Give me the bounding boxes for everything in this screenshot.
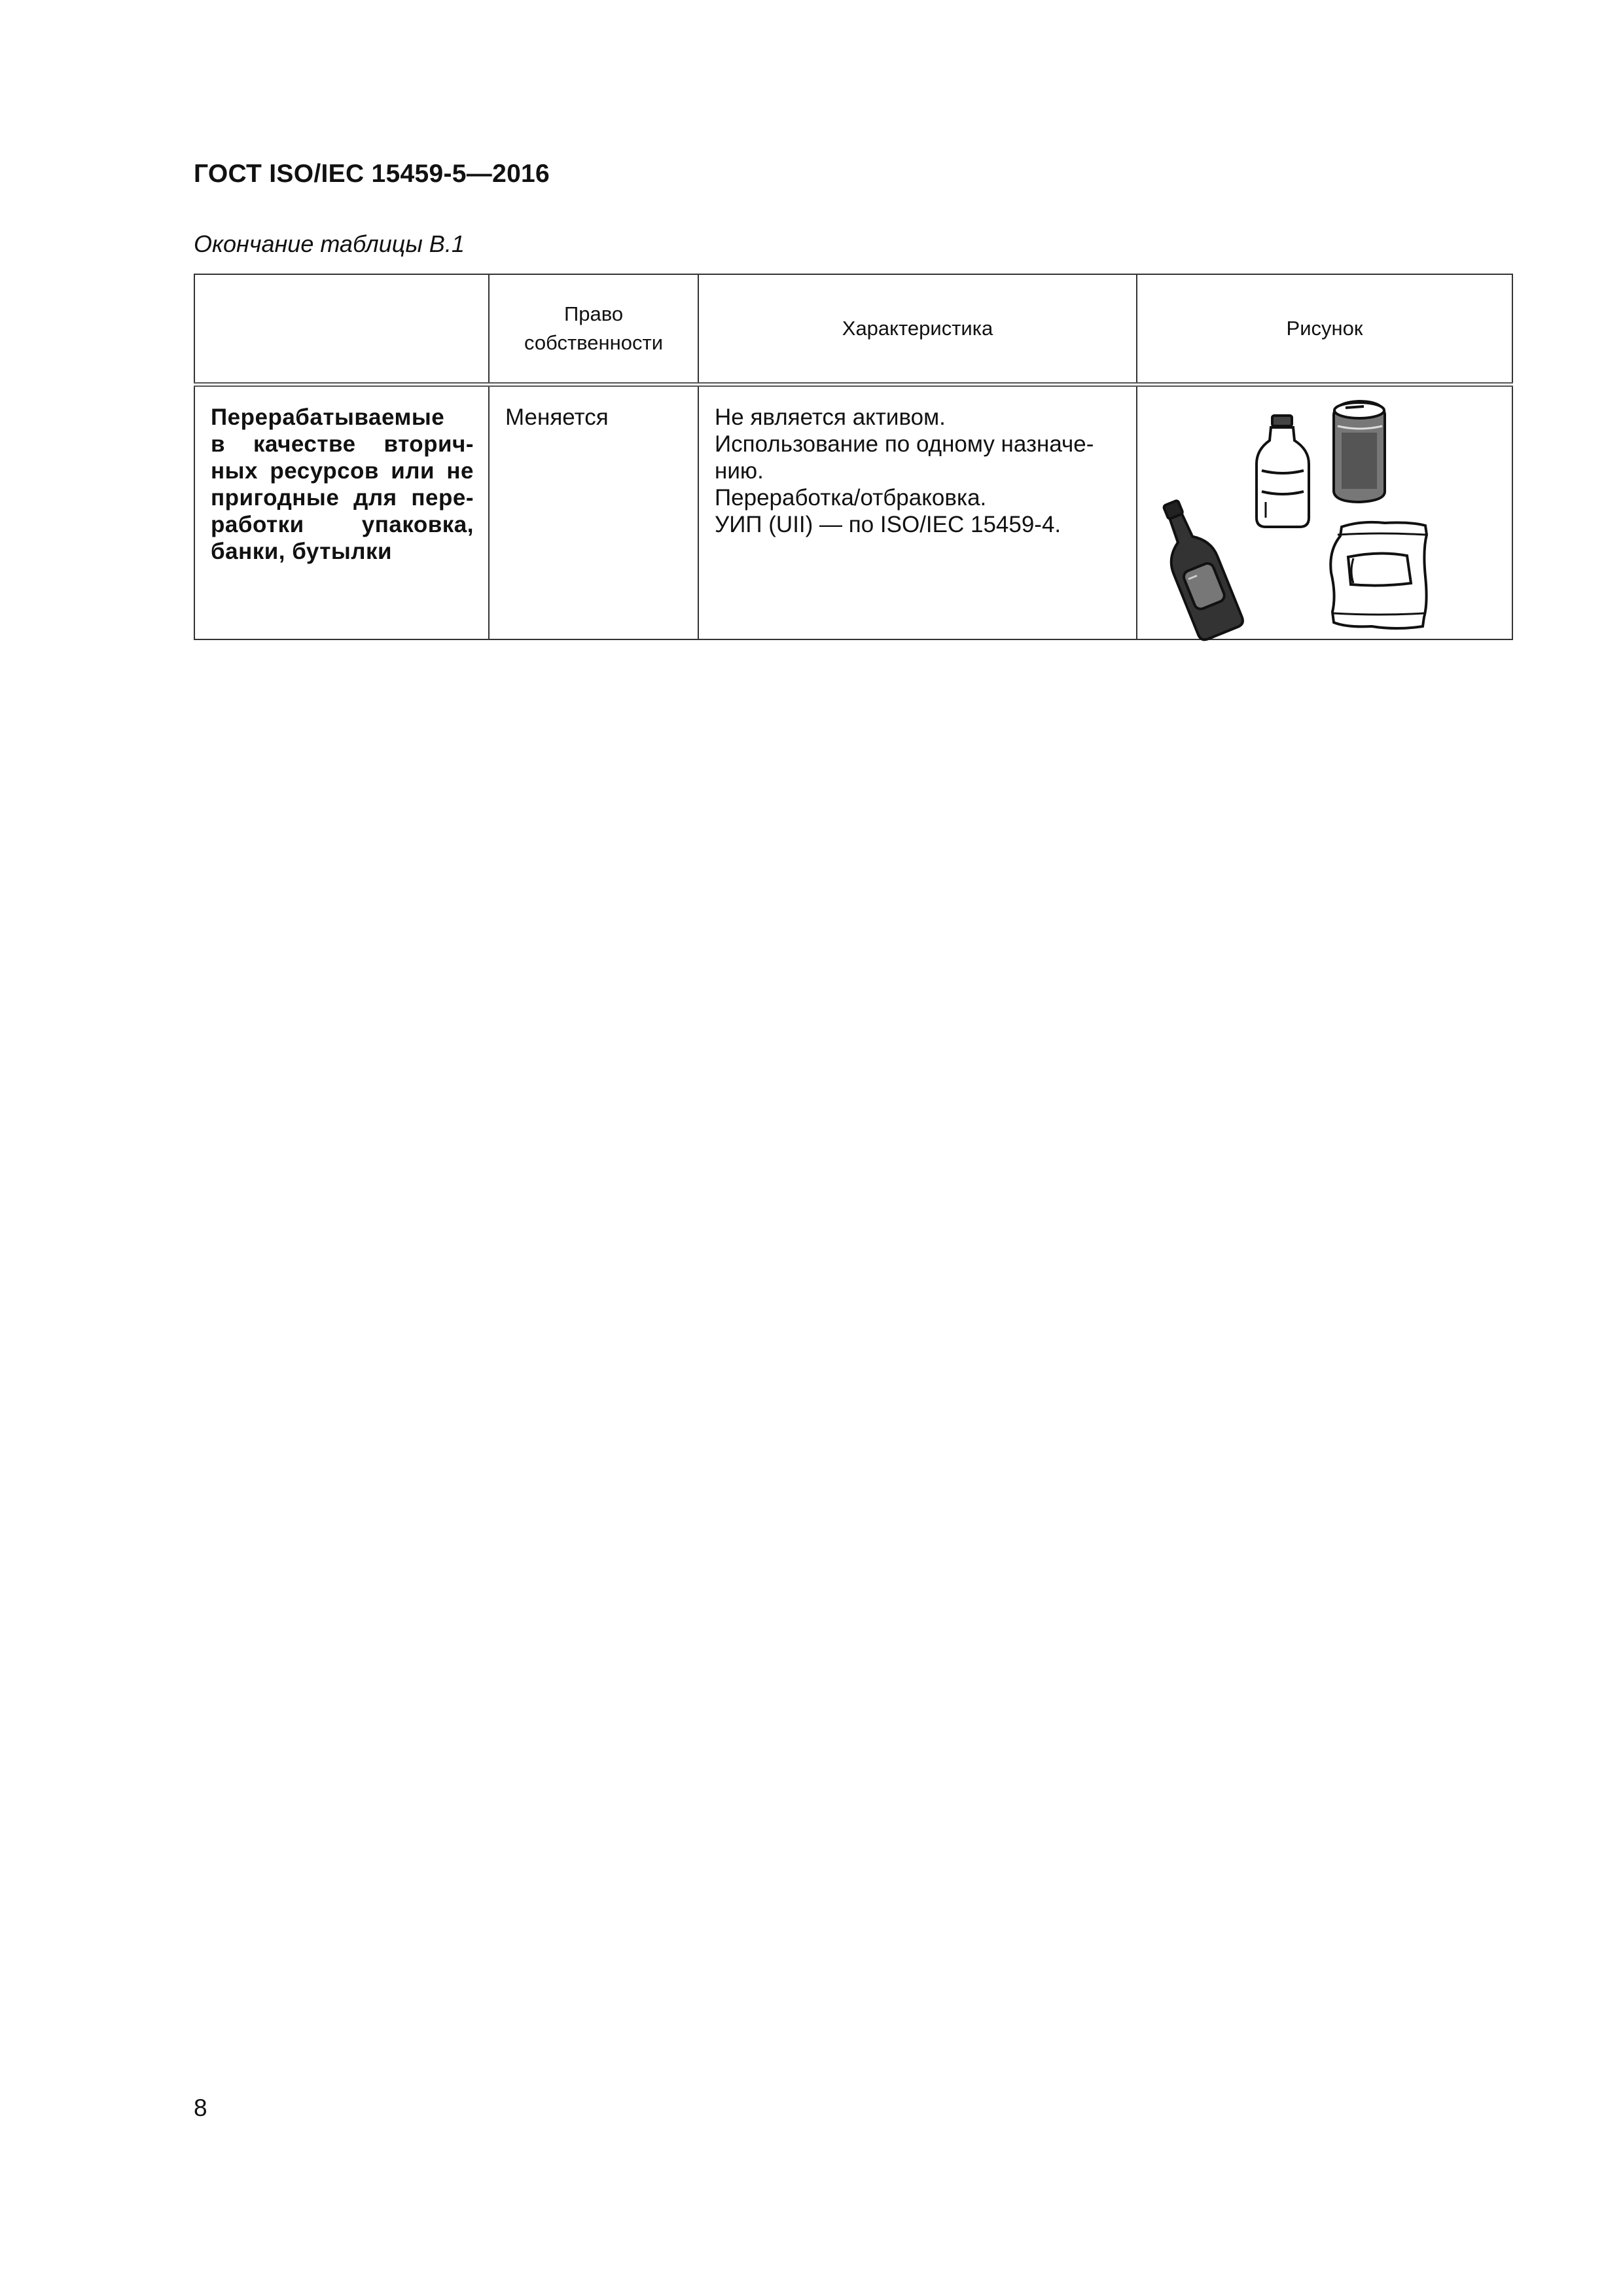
row-name-line: ных ресурсов или не [211, 458, 474, 484]
header-ownership-line1: Право [563, 302, 624, 325]
page-number: 8 [194, 2094, 207, 2121]
characteristic-line: Переработка/отбраковка. [715, 485, 987, 511]
header-cell-picture: Рисунок [1137, 274, 1512, 385]
table-container [194, 274, 1512, 640]
table-row [194, 385, 1512, 640]
header-ownership-line2: собственности [524, 331, 664, 354]
food-bag-icon [1330, 522, 1427, 628]
row-name-line: работки упаковка, [211, 512, 474, 537]
tin-can-icon [1334, 401, 1385, 502]
row-name-line: банки, бутылки [211, 539, 393, 564]
header-cell-characteristic: Характеристика [698, 274, 1137, 385]
row-characteristic-cell [698, 385, 1137, 640]
characteristic-line: нию. [715, 458, 764, 484]
row-picture-cell [1137, 385, 1512, 640]
row-name-line: Перерабатываемые [211, 404, 445, 430]
characteristic-line: Использование по одному назначе- [715, 431, 1094, 457]
row-ownership-cell: Меняется [489, 385, 698, 640]
table-header-row [194, 274, 1512, 385]
header-cell-empty [194, 274, 489, 385]
recyclables-illustration [1137, 387, 1513, 645]
row-name-cell [194, 385, 489, 640]
row-name-line: в качестве вторич- [211, 431, 474, 457]
row-name-line: пригодные для пере- [211, 485, 474, 511]
document-id: ГОСТ ISO/IEC 15459-5—2016 [194, 160, 550, 188]
header-cell-ownership [489, 274, 698, 385]
plastic-bottle-icon [1257, 416, 1309, 527]
characteristic-line: Не является активом. [715, 404, 946, 430]
table-caption: Окончание таблицы В.1 [194, 230, 465, 257]
characteristic-line: УИП (UII) — по ISO/IEC 15459-4. [715, 512, 1061, 537]
glass-bottle-icon [1149, 494, 1245, 641]
data-table [194, 274, 1513, 640]
